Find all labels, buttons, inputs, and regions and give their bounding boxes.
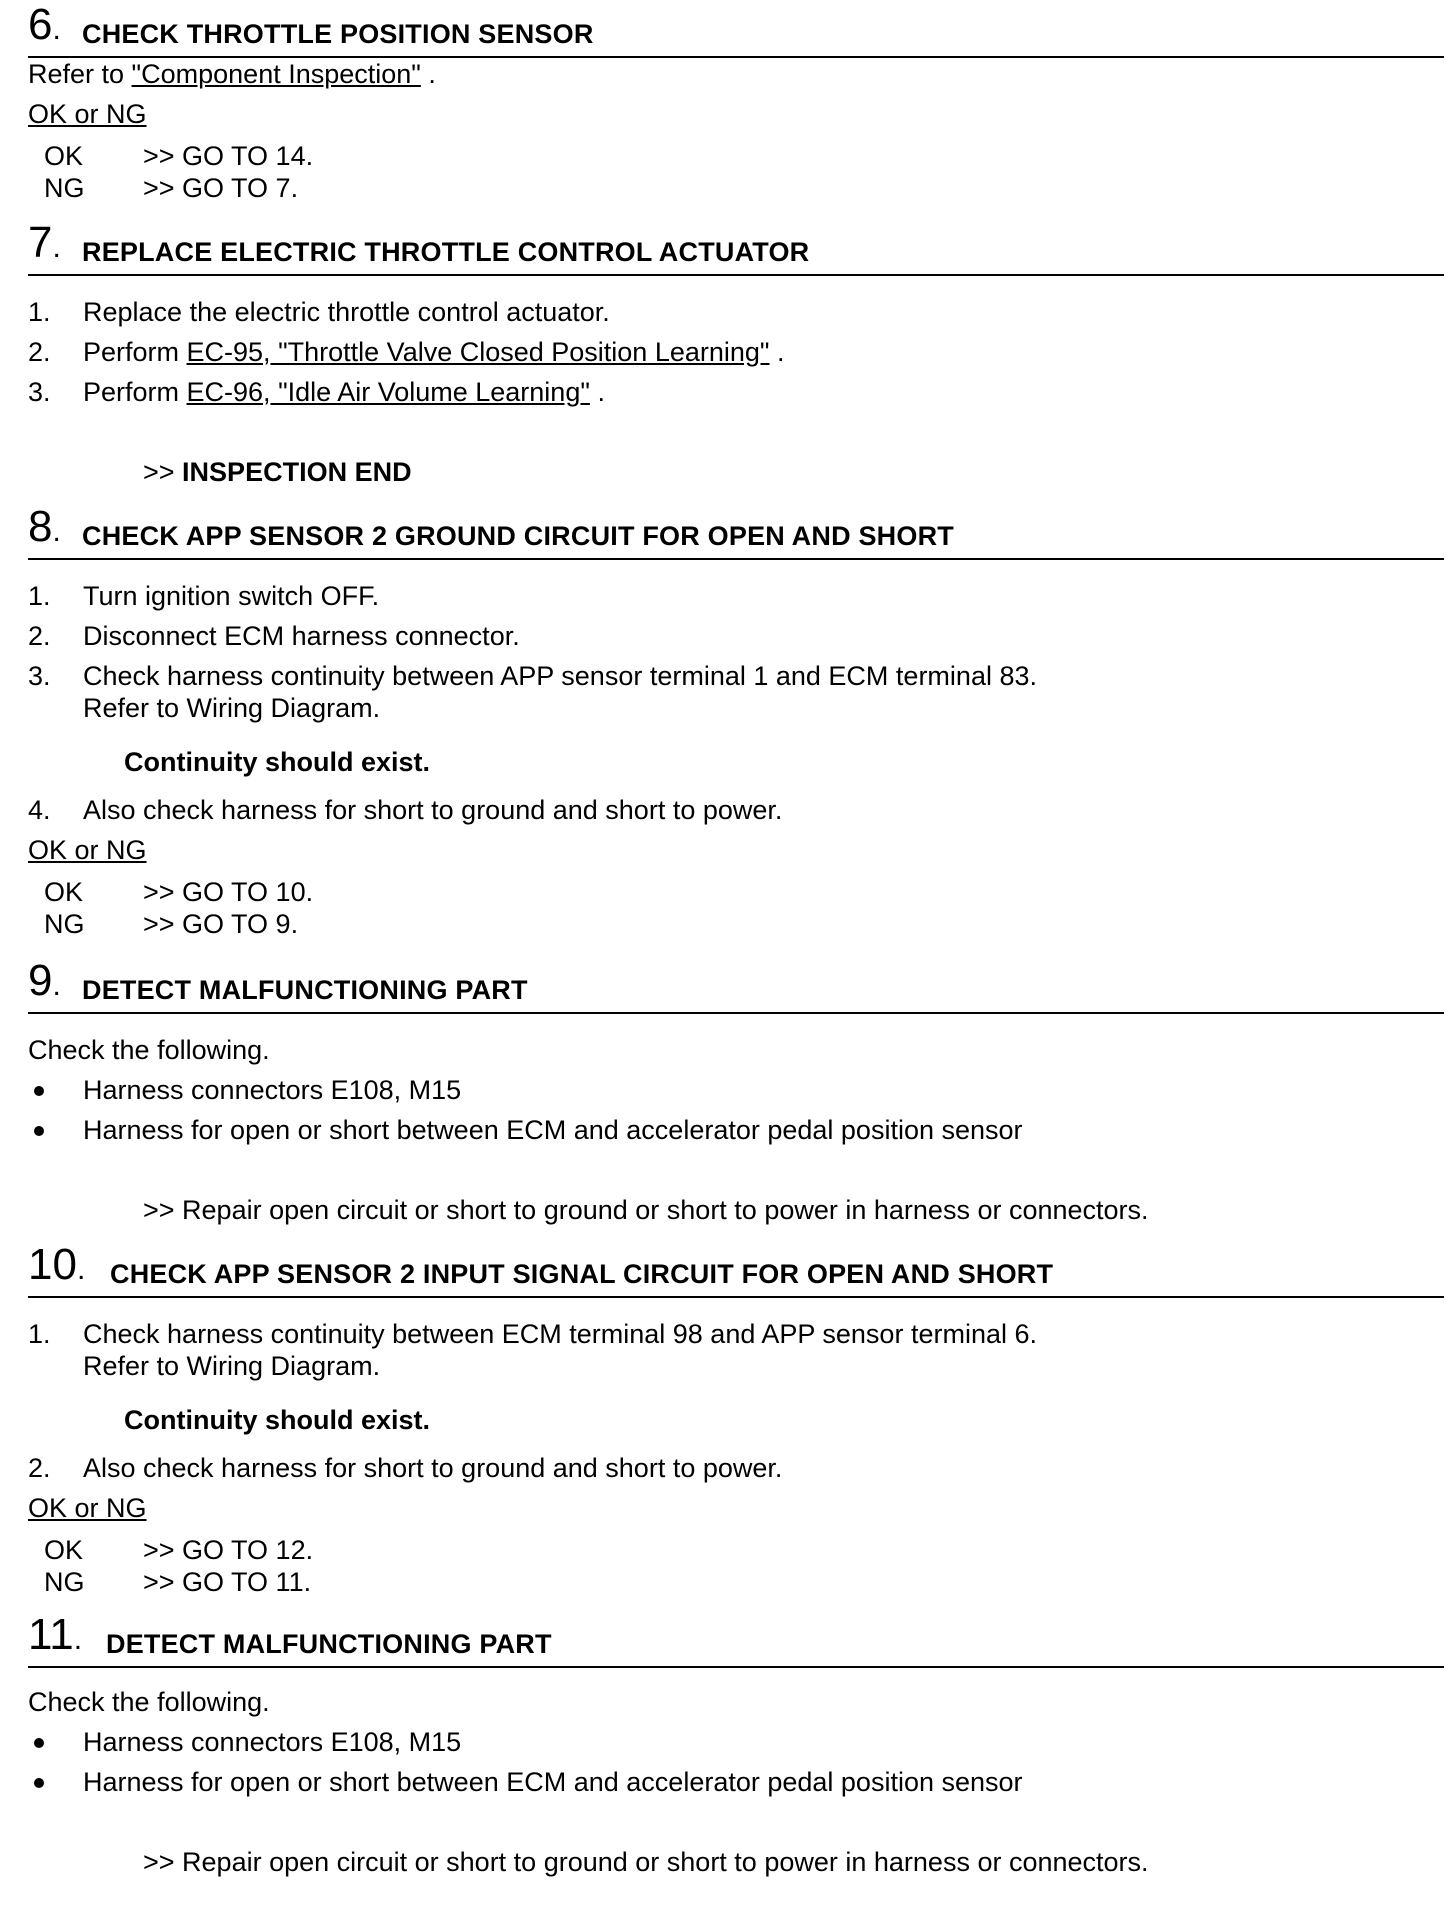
section-10-step-2: 2. Also check harness for short to ground and short to power.: [28, 1453, 783, 1483]
section-8-header: [28, 502, 1444, 560]
section-9-bullet-2: Harness for open or short between ECM and accelerator pedal position sensor: [28, 1114, 1328, 1146]
bullet-icon: [34, 1738, 44, 1748]
section-11-action: >> Repair open circuit or short to ground or short to power in harness or connectors.: [143, 1847, 1149, 1877]
section-11-bullet-2: Harness for open or short between ECM and accelerator pedal position sensor: [28, 1766, 1328, 1798]
section-8-title: CHECK APP SENSOR 2 GROUND CIRCUIT FOR OPEN AND SHORT: [82, 521, 954, 551]
section-11-intro: Check the following.: [28, 1687, 270, 1717]
section-6-ok-or-ng: OK or NG: [28, 99, 147, 129]
section-6-number: 6.: [28, 0, 61, 49]
bullet-icon: [34, 1086, 44, 1096]
section-7-inspection-end: >> INSPECTION END: [143, 457, 412, 487]
section-9-header: [28, 956, 1444, 1014]
section-10-number: 10.: [28, 1240, 86, 1289]
bullet-icon: [34, 1778, 44, 1788]
component-inspection-link[interactable]: "Component Inspection": [131, 59, 421, 89]
section-8-ng-row: NG >> GO TO 9.: [44, 909, 299, 939]
section-6-title: CHECK THROTTLE POSITION SENSOR: [82, 19, 594, 49]
section-8-number: 8.: [28, 502, 61, 551]
section-10-ng-row: NG >> GO TO 11.: [44, 1567, 312, 1597]
section-9-action: >> Repair open circuit or short to ground or short to power in harness or connectors.: [143, 1195, 1149, 1225]
section-11-number: 11.: [28, 1610, 83, 1659]
section-11-bullet-1: Harness connectors E108, M15: [28, 1726, 1328, 1758]
section-8-step-2: 2. Disconnect ECM harness connector.: [28, 621, 520, 651]
section-10-title: CHECK APP SENSOR 2 INPUT SIGNAL CIRCUIT FOR OPEN AND SHORT: [110, 1259, 1054, 1289]
section-6-refer: Refer to "Component Inspection" .: [28, 59, 436, 89]
section-6-ok-row: OK >> GO TO 14.: [44, 141, 314, 171]
section-8-ok-row: OK >> GO TO 10.: [44, 877, 314, 907]
section-8-ok-or-ng: OK or NG: [28, 835, 147, 865]
section-10-continuity-note: Continuity should exist.: [124, 1405, 431, 1435]
section-9-bullet-1: Harness connectors E108, M15: [28, 1074, 1328, 1106]
section-11-title: DETECT MALFUNCTIONING PART: [106, 1629, 552, 1659]
section-6-header: [28, 0, 1444, 58]
section-7-header: [28, 218, 1444, 276]
section-7-step-1: 1. Replace the electric throttle control actuator.: [28, 297, 610, 327]
section-8-continuity-note: Continuity should exist.: [124, 747, 431, 777]
section-7-step-2: 2. Perform EC-95, "Throttle Valve Closed Position Learning" .: [28, 337, 785, 367]
bullet-icon: [34, 1126, 44, 1136]
section-8-step-3: 3. Check harness continuity between APP sensor terminal 1 and ECM terminal 83.: [28, 661, 1037, 691]
section-10-ok-or-ng: OK or NG: [28, 1493, 147, 1523]
throttle-valve-learning-link[interactable]: EC-95, "Throttle Valve Closed Position Learning": [186, 337, 770, 367]
section-10-header: [28, 1240, 1444, 1298]
section-7-title: REPLACE ELECTRIC THROTTLE CONTROL ACTUATOR: [82, 237, 810, 267]
section-9-intro: Check the following.: [28, 1035, 270, 1065]
section-8-step-3-ref: Refer to Wiring Diagram.: [83, 693, 381, 723]
section-7-number: 7.: [28, 218, 61, 267]
section-10-ok-row: OK >> GO TO 12.: [44, 1535, 314, 1565]
idle-air-volume-learning-link[interactable]: EC-96, "Idle Air Volume Learning": [186, 377, 590, 407]
section-7-step-3: 3. Perform EC-96, "Idle Air Volume Learning" .: [28, 377, 605, 407]
section-10-step-1: 1. Check harness continuity between ECM terminal 98 and APP sensor terminal 6.: [28, 1319, 1037, 1349]
section-9-number: 9.: [28, 956, 61, 1005]
section-9-title: DETECT MALFUNCTIONING PART: [82, 975, 528, 1005]
section-8-step-1: 1. Turn ignition switch OFF.: [28, 581, 380, 611]
section-8-step-4: 4. Also check harness for short to ground and short to power.: [28, 795, 783, 825]
section-11-header: [28, 1610, 1444, 1668]
section-6-ng-row: NG >> GO TO 7.: [44, 173, 299, 203]
section-10-step-1-ref: Refer to Wiring Diagram.: [83, 1351, 381, 1381]
